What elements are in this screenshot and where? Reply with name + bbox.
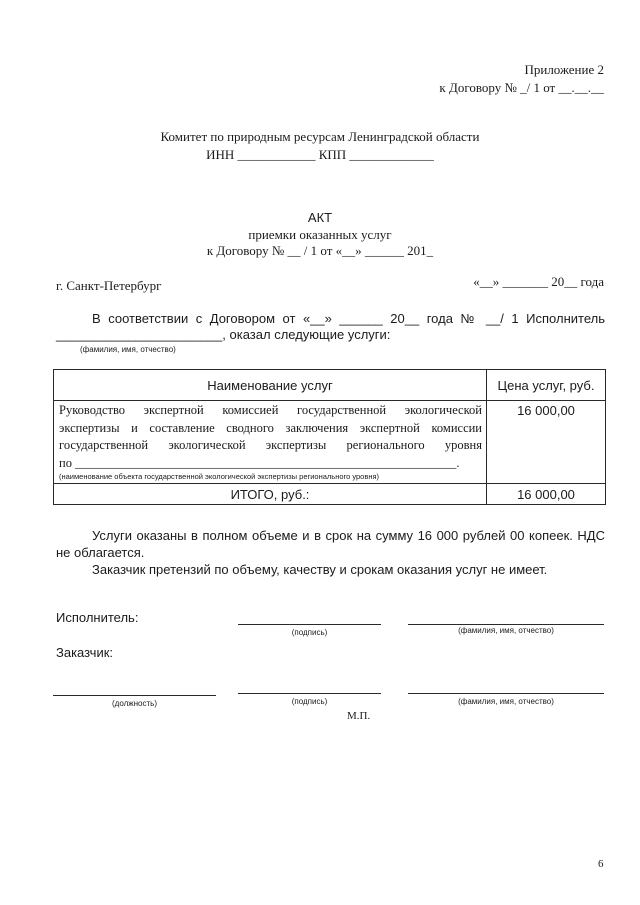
header-service-price: Цена услуг, руб. (487, 370, 606, 401)
act-date: «__» _______ 20__ года (473, 274, 604, 289)
customer-name-line (408, 693, 604, 694)
table-header-row (54, 370, 606, 401)
intro-line-1: В соответствии с Договором от «__» ______ 20__ года № __/ 1 Исполнитель (92, 311, 605, 326)
customer-signature-line (238, 693, 381, 694)
service-line-3: государственной экологической экспертизы регионального уровня (59, 438, 482, 452)
committee-inn-kpp: ИНН ____________ КПП _____________ (206, 147, 434, 162)
customer-signature-caption: (подпись) (291, 697, 328, 706)
act-contract-ref: к Договору № __ / 1 от «__» ______ 201_ (206, 243, 434, 258)
total-value: 16 000,00 (487, 484, 606, 505)
executor-name-caption: (фамилия, имя, отчество) (80, 345, 176, 354)
customer-name-caption: (фамилия, имя, отчество) (458, 697, 554, 706)
service-line-1: Руководство экспертной комиссией государственной экологической (59, 403, 482, 417)
executor-name-line (408, 624, 604, 625)
page-number: 6 (598, 858, 604, 870)
conclusion-line-1: Услуги оказаны в полном объеме и в срок на сумму 16 000 рублей 00 копеек. НДС (92, 528, 605, 543)
act-title: АКТ (307, 210, 333, 225)
stamp-place: М.П. (347, 710, 371, 722)
customer-label: Заказчик: (56, 645, 114, 660)
conclusion-line-3: Заказчик претензий по объему, качеству и срокам оказания услуг не имеет. (92, 562, 548, 577)
executor-signature-caption: (подпись) (291, 628, 328, 637)
service-description-cell (54, 401, 487, 484)
conclusion-line-2: не облагается. (56, 545, 145, 560)
customer-position-line (53, 695, 216, 696)
city: г. Санкт-Петербург (56, 278, 162, 293)
appendix-contract-ref: к Договору № _/ 1 от __.__.__ (439, 80, 604, 95)
executor-name-field-caption: (фамилия, имя, отчество) (458, 626, 554, 635)
service-object-caption: (наименование объекта государственной экологической экспертизы регионального уровня) (59, 472, 380, 481)
service-line-2: экспертизы и составление сводного заключения экспертной комиссии (59, 420, 482, 435)
total-label: ИТОГО, руб.: (54, 484, 487, 505)
intro-line-2: _______________________, оказал следующие услуги: (56, 327, 391, 342)
executor-signature-line (238, 624, 381, 625)
act-subtitle: приемки оказанных услуг (248, 227, 392, 242)
service-line-4: по _____________________________________________________________. (59, 455, 460, 470)
executor-label: Исполнитель: (56, 610, 139, 625)
table-row (54, 401, 606, 484)
committee-name: Комитет по природным ресурсам Ленинградской области (160, 129, 480, 144)
customer-position-caption: (должность) (112, 699, 157, 708)
services-table (53, 369, 606, 505)
table-total-row (54, 484, 606, 505)
header-service-name: Наименование услуг (54, 370, 487, 401)
service-price-cell: 16 000,00 (487, 401, 606, 484)
appendix-label: Приложение 2 (524, 62, 604, 77)
